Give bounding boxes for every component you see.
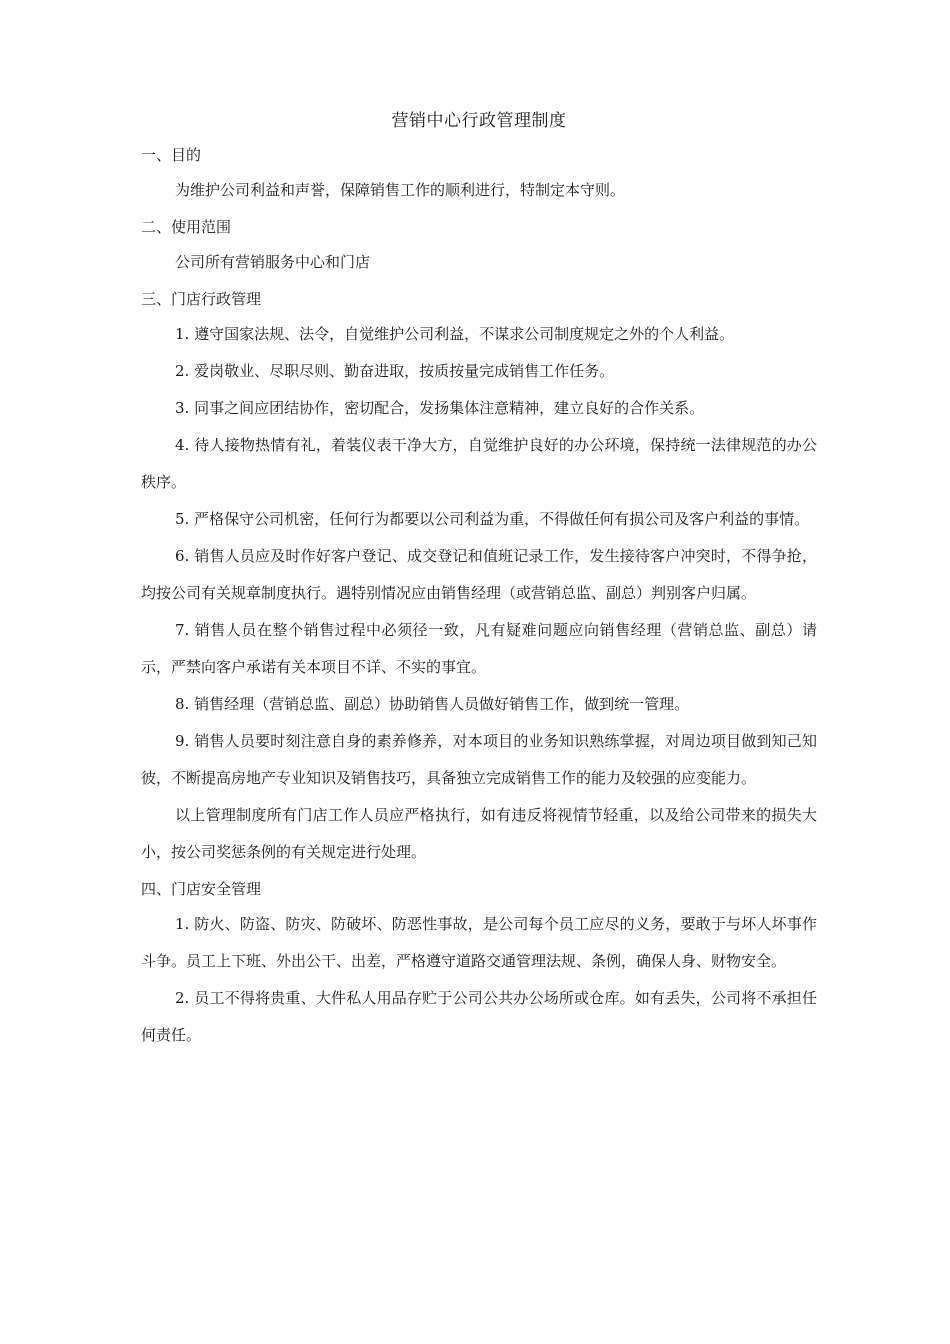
paragraph: 1. 防火、防盗、防灾、防破坏、防恶性事故，是公司每个员工应尽的义务，要敢于与坏人坏事作斗争。员工上下班、外出公干、出差，严格遵守道路交通管理法规、条例，确保人身、财物安全。 (141, 915, 817, 970)
paragraph: 4. 待人接物热情有礼，着装仪表干净大方，自觉维护良好的办公环境，保持统一法律规范的办公秩序。 (141, 436, 817, 491)
document-title: 营销中心行政管理制度 (391, 111, 567, 131)
paragraph: 9. 销售人员要时刻注意自身的素养修养，对本项目的业务知识熟练掌握，对周边项目做到知己知彼，不断提高房地产专业知识及销售技巧，具备独立完成销售工作的能力及较强的应变能力。 (141, 732, 817, 787)
paragraph: 公司所有营销服务中心和门店 (175, 253, 371, 271)
section-heading-store-safety: 四、门店安全管理 (141, 880, 262, 898)
paragraph: 5. 严格保守公司机密，任何行为都要以公司利益为重，不得做任何有损公司及客户利益的事情。 (175, 510, 810, 528)
paragraph: 7. 销售人员在整个销售过程中必须径一致，凡有疑难问题应向销售经理（营销总监、副总）请示，严禁向客户承诺有关本项目不详、不实的事宜。 (141, 621, 817, 676)
paragraph: 6. 销售人员应及时作好客户登记、成交登记和值班记录工作，发生接待客户冲突时，不得争抢，均按公司有关规章制度执行。遇特别情况应由销售经理（或营销总监、副总）判别客户归属。 (141, 547, 817, 602)
paragraph: 2. 爱岗敬业、尽职尽则、勤奋进取，按质按量完成销售工作任务。 (175, 362, 615, 380)
paragraph: 1. 遵守国家法规、法令，自觉维护公司利益，不谋求公司制度规定之外的个人利益。 (175, 325, 735, 343)
paragraph: 8. 销售经理（营销总监、副总）协助销售人员做好销售工作，做到统一管理。 (175, 695, 690, 713)
paragraph: 2. 员工不得将贵重、大件私人用品存贮于公司公共办公场所或仓库。如有丢失，公司将不承担任何责任。 (141, 989, 817, 1044)
section-heading-store-admin: 三、门店行政管理 (141, 290, 262, 308)
document-page (141, 106, 817, 1054)
section-heading-scope: 二、使用范围 (141, 218, 232, 236)
paragraph: 为维护公司利益和声誉，保障销售工作的顺利进行，特制定本守则。 (175, 181, 626, 199)
section-heading-purpose: 一、目的 (141, 146, 202, 164)
paragraph: 3. 同事之间应团结协作，密切配合，发扬集体注意精神，建立良好的合作关系。 (175, 399, 705, 417)
paragraph: 以上管理制度所有门店工作人员应严格执行，如有违反将视情节轻重，以及给公司带来的损失大小，按公司奖惩条例的有关规定进行处理。 (141, 806, 817, 861)
